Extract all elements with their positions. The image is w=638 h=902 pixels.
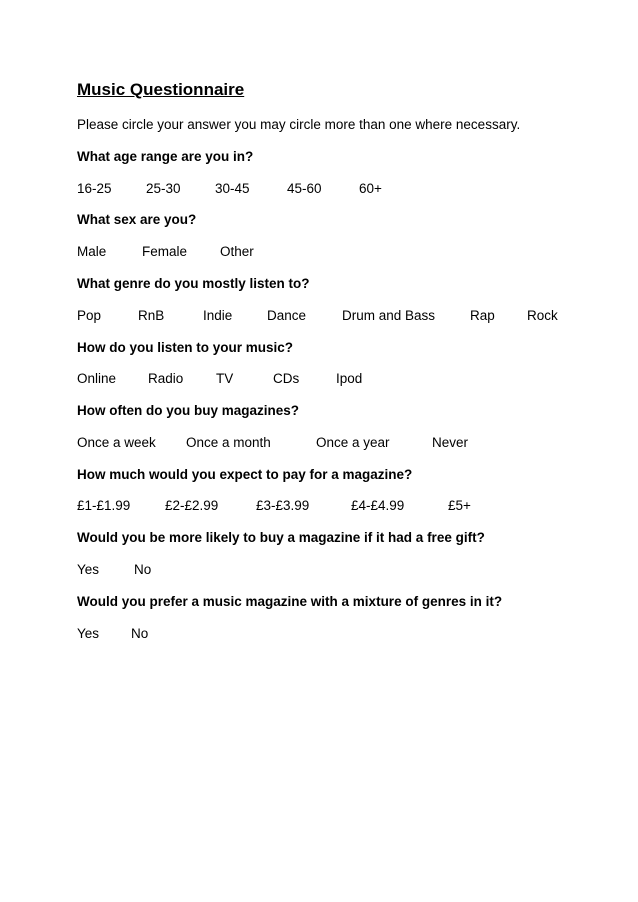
option-mixed-yes[interactable]: Yes	[77, 626, 100, 641]
option-price-2[interactable]: £2-£2.99	[165, 498, 219, 513]
option-price-3[interactable]: £3-£3.99	[256, 498, 310, 513]
option-mixed-no[interactable]: No	[131, 626, 149, 641]
option-freq-once-a-week[interactable]: Once a week	[77, 435, 156, 450]
option-price-5-plus[interactable]: £5+	[448, 498, 471, 513]
option-listen-cds[interactable]: CDs	[273, 371, 300, 386]
option-freq-never[interactable]: Never	[432, 435, 469, 450]
question-mixed-genres: Would you prefer a music magazine with a mixture of genres in it?	[77, 594, 503, 609]
option-genre-rnb[interactable]: RnB	[138, 308, 165, 323]
option-sex-female[interactable]: Female	[142, 244, 188, 259]
option-genre-dance[interactable]: Dance	[267, 308, 307, 323]
option-listen-radio[interactable]: Radio	[148, 371, 184, 386]
option-freq-once-a-year[interactable]: Once a year	[316, 435, 390, 450]
option-price-1[interactable]: £1-£1.99	[77, 498, 131, 513]
options-buy-frequency	[0, 435, 638, 453]
intro-text: Please circle your answer you may circle more than one where necessary.	[77, 117, 521, 132]
options-sex	[0, 244, 638, 262]
option-gift-yes[interactable]: Yes	[77, 562, 100, 577]
option-age-16-25[interactable]: 16-25	[77, 181, 112, 196]
option-listen-ipod[interactable]: Ipod	[336, 371, 363, 386]
options-price	[0, 498, 638, 516]
option-genre-pop[interactable]: Pop	[77, 308, 102, 323]
question-price: How much would you expect to pay for a magazine?	[77, 467, 413, 482]
option-genre-drum-and-bass[interactable]: Drum and Bass	[342, 308, 436, 323]
option-freq-once-a-month[interactable]: Once a month	[186, 435, 271, 450]
options-genre	[0, 308, 638, 326]
options-listen-method	[0, 371, 638, 389]
option-age-45-60[interactable]: 45-60	[287, 181, 322, 196]
question-genre: What genre do you mostly listen to?	[77, 276, 310, 291]
option-listen-tv[interactable]: TV	[216, 371, 234, 386]
options-mixed-genres	[0, 626, 638, 644]
option-price-4[interactable]: £4-£4.99	[351, 498, 405, 513]
option-sex-other[interactable]: Other	[220, 244, 254, 259]
page-title: Music Questionnaire	[77, 80, 245, 99]
option-sex-male[interactable]: Male	[77, 244, 107, 259]
option-genre-rock[interactable]: Rock	[527, 308, 558, 323]
option-genre-indie[interactable]: Indie	[203, 308, 233, 323]
question-sex: What sex are you?	[77, 212, 197, 227]
options-age-range	[0, 181, 638, 199]
question-listen-method: How do you listen to your music?	[77, 340, 294, 355]
option-age-25-30[interactable]: 25-30	[146, 181, 181, 196]
question-free-gift: Would you be more likely to buy a magazine if it had a free gift?	[77, 530, 485, 545]
option-age-60-plus[interactable]: 60+	[359, 181, 382, 196]
option-gift-no[interactable]: No	[134, 562, 152, 577]
options-free-gift	[0, 562, 638, 580]
option-genre-rap[interactable]: Rap	[470, 308, 495, 323]
option-listen-online[interactable]: Online	[77, 371, 117, 386]
question-buy-frequency: How often do you buy magazines?	[77, 403, 300, 418]
question-age-range: What age range are you in?	[77, 149, 254, 164]
option-age-30-45[interactable]: 30-45	[215, 181, 250, 196]
